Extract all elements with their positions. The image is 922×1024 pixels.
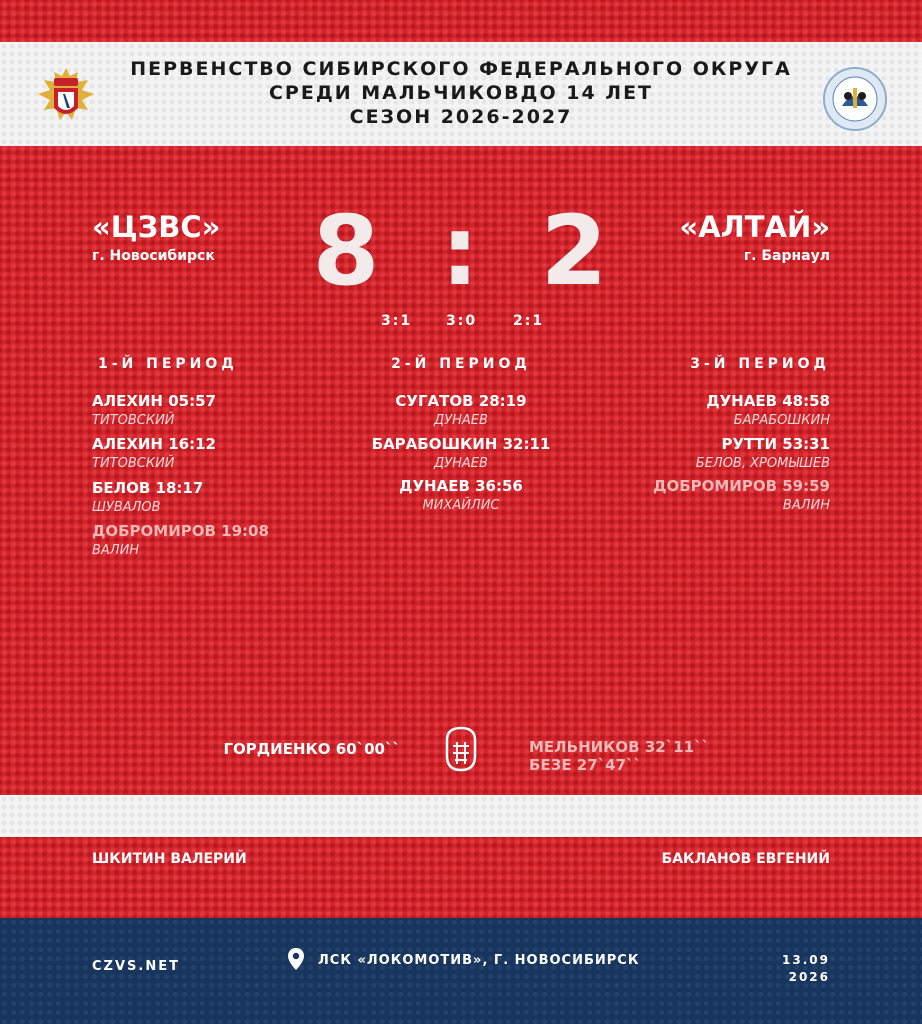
period-3-goal-1-scorer: ДУНАЕВ 48:58	[706, 392, 830, 410]
period-2-goal-3-assist: МИХАЙЛИС	[422, 498, 500, 513]
coaches-divider-stripe	[0, 795, 922, 837]
period-1-goal-1-assist: ТИТОВСКИЙ	[92, 413, 175, 428]
period-2-goal-1-scorer: СУГАТОВ 28:19	[395, 392, 527, 410]
away-team-city: г. Барнаул	[743, 248, 830, 264]
period-3-goal-1-assist: БАРАБОШКИН	[733, 413, 830, 428]
period-2-goal-3-scorer: ДУНАЕВ 36:56	[399, 477, 523, 495]
away-team-name: «АЛТАЙ»	[679, 210, 830, 244]
period-1-goal-4-assist: ВАЛИН	[92, 543, 140, 558]
home-score: 8	[312, 195, 382, 307]
header-title-line-2: СРЕДИ МАЛЬЧИКОВДО 14 ЛЕТ	[268, 82, 654, 104]
period-1-goal-2-assist: ТИТОВСКИЙ	[92, 456, 175, 471]
period-1-goal-1-scorer: АЛЕХИН 05:57	[92, 392, 216, 410]
match-date-year: 2026	[788, 970, 830, 984]
period-score-3: 2:1	[513, 313, 545, 329]
period-1-goal-2-scorer: АЛЕХИН 16:12	[92, 435, 216, 453]
away-goalie-2: БЕЗЕ 27`47``	[529, 756, 642, 774]
away-score: 2	[540, 195, 610, 307]
period-score-1: 3:1	[381, 313, 413, 329]
match-date-day: 13.09	[782, 953, 830, 967]
period-1-title: 1-Й ПЕРИОД	[98, 356, 238, 372]
period-score-2: 3:0	[446, 313, 478, 329]
home-team-city: г. Новосибирск	[92, 248, 215, 264]
period-3-title: 3-Й ПЕРИОД	[690, 356, 830, 372]
away-coach: БАКЛАНОВ ЕВГЕНИЙ	[661, 851, 830, 867]
period-2-goal-1-assist: ДУНАЕВ	[434, 413, 488, 428]
period-3-goal-3-scorer: ДОБРОМИРОВ 59:59	[653, 477, 830, 495]
home-team-name: «ЦЗВС»	[92, 210, 221, 244]
score-separator: :	[440, 195, 482, 307]
period-1-goal-4-scorer: ДОБРОМИРОВ 19:08	[92, 522, 269, 540]
home-goalie: ГОРДИЕНКО 60`00``	[223, 740, 400, 758]
final-score	[0, 195, 922, 307]
home-coach: ШКИТИН ВАЛЕРИЙ	[92, 851, 247, 867]
away-goalie-1: МЕЛЬНИКОВ 32`11``	[529, 738, 710, 756]
website-link[interactable]: CZVS.NET	[92, 959, 180, 974]
period-2-goal-2-scorer: БАРАБОШКИН 32:11	[371, 435, 551, 453]
period-2-goal-2-assist: ДУНАЕВ	[434, 456, 488, 471]
period-1-goal-3-scorer: БЕЛОВ 18:17	[92, 479, 204, 497]
goalie-mask-icon	[443, 726, 479, 772]
period-2-title: 2-Й ПЕРИОД	[391, 356, 531, 372]
location-pin-icon	[287, 947, 305, 971]
period-1-goal-3-assist: ШУВАЛОВ	[92, 500, 161, 515]
period-3-goal-3-assist: ВАЛИН	[782, 498, 830, 513]
period-3-goal-2-assist: БЕЛОВ, ХРОМЫШЕВ	[695, 456, 830, 471]
header-title-line-3: СЕЗОН 2026-2027	[349, 106, 573, 128]
period-3-goal-2-scorer: РУТТИ 53:31	[721, 435, 830, 453]
venue-text: ЛСК «ЛОКОМОТИВ», Г. НОВОСИБИРСК	[318, 953, 640, 968]
header-title-line-1: ПЕРВЕНСТВО СИБИРСКОГО ФЕДЕРАЛЬНОГО ОКРУГА	[130, 58, 792, 80]
